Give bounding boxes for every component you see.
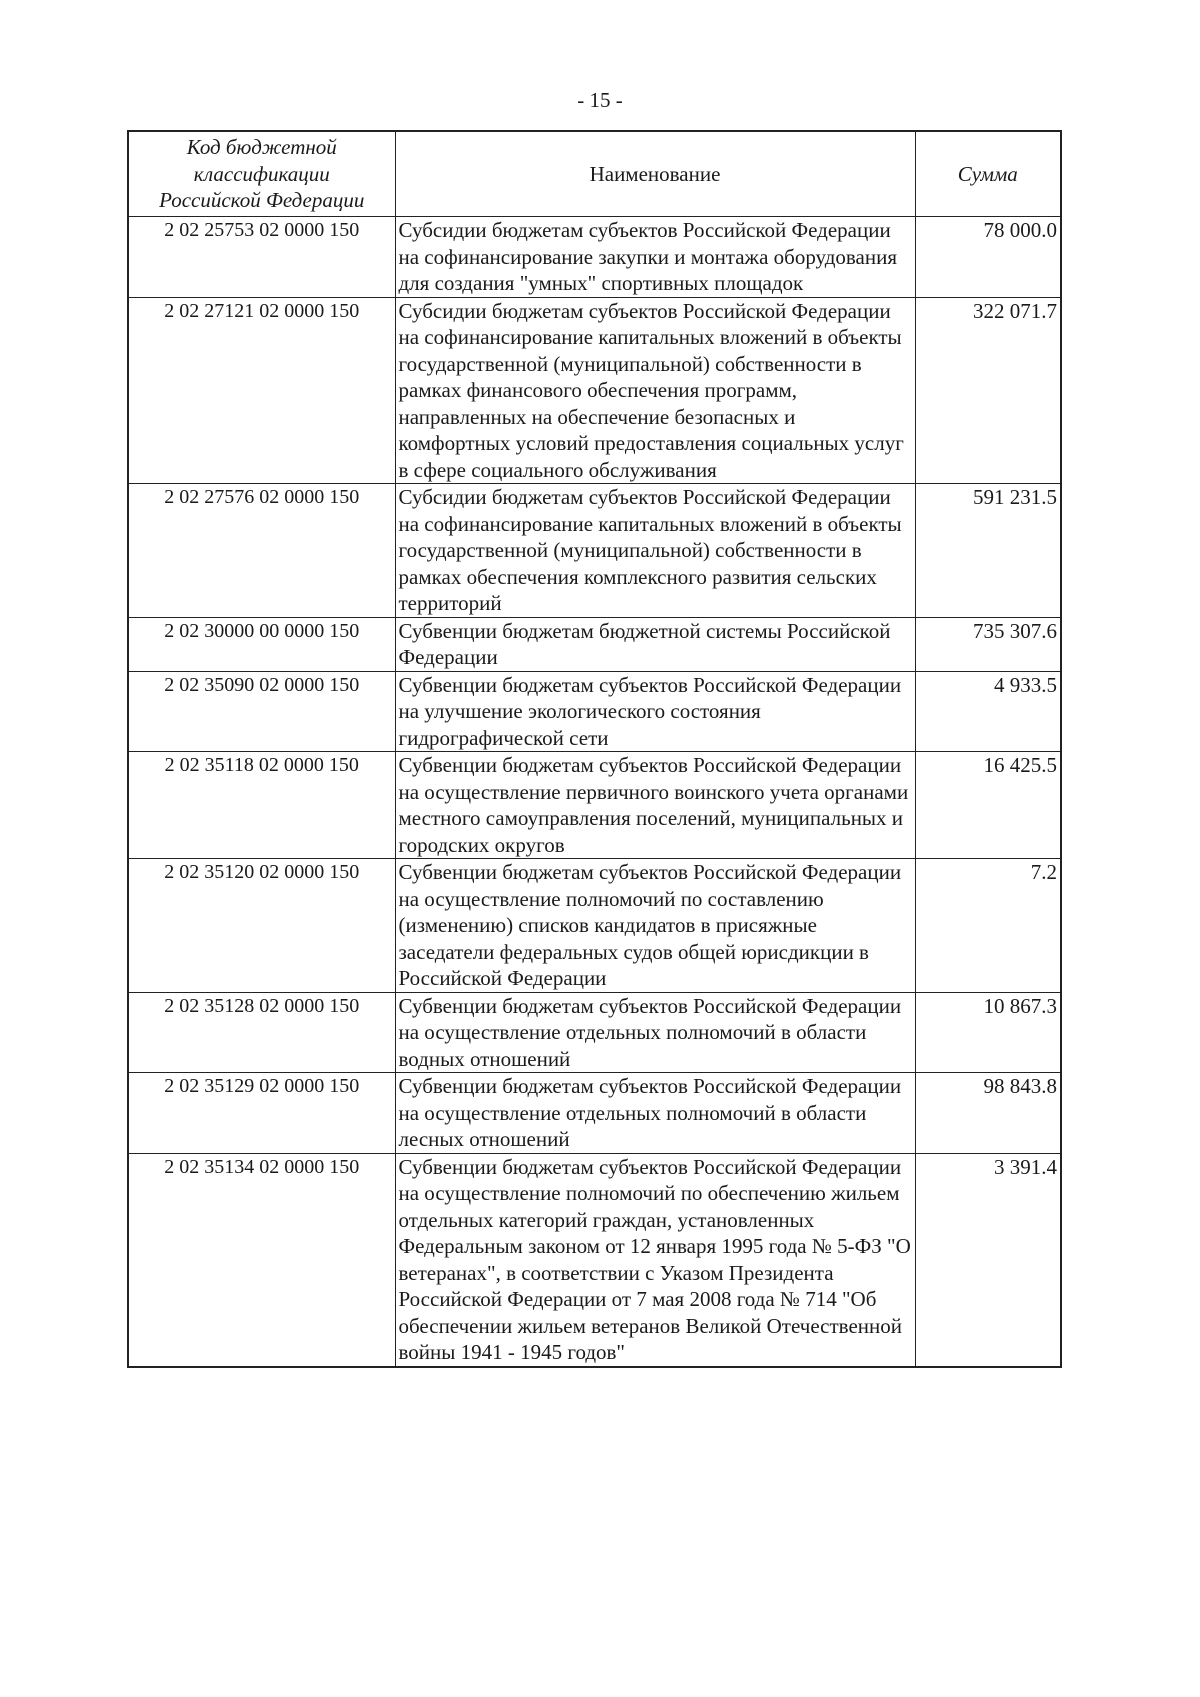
row-sum: 735 307.6 xyxy=(915,617,1061,671)
row-sum: 7.2 xyxy=(915,859,1061,993)
row-name: Субвенции бюджетам субъектов Российской Федерации на осуществление полномочий по составлению (изменению) списков кандидатов в присяжные заседатели федеральных судов общей юрисдикции в Российской Федерации xyxy=(395,859,915,993)
table-row xyxy=(128,1153,1061,1367)
row-sum: 10 867.3 xyxy=(915,992,1061,1073)
header-code-line: Российской Федерации xyxy=(159,188,365,213)
row-name: Субвенции бюджетам субъектов Российской Федерации на осуществление полномочий по обеспечению жильем отдельных категорий граждан, установленных Федеральным законом от 12 января 1995 года № 5-ФЗ "О ветеранах", в соответствии с Указом Президента Российской Федерации от 7 мая 2008 года № 714 "Об обеспечении жильем ветеранов Великой Отечественной войны 1941 - 1945 годов" xyxy=(395,1153,915,1367)
table-row xyxy=(128,859,1061,993)
row-name: Субвенции бюджетам субъектов Российской Федерации на осуществление отдельных полномочий в области водных отношений xyxy=(395,992,915,1073)
table-row xyxy=(128,297,1061,484)
row-code: 2 02 35129 02 0000 150 xyxy=(128,1073,395,1154)
row-sum: 322 071.7 xyxy=(915,297,1061,484)
header-sum: Сумма xyxy=(915,131,1061,217)
row-code: 2 02 35134 02 0000 150 xyxy=(128,1153,395,1367)
row-sum: 16 425.5 xyxy=(915,752,1061,859)
table-row xyxy=(128,617,1061,671)
row-name: Субвенции бюджетам субъектов Российской Федерации на осуществление первичного воинского учета органами местного самоуправления поселений, муниципальных и городских округов xyxy=(395,752,915,859)
row-code: 2 02 35090 02 0000 150 xyxy=(128,671,395,752)
table-row xyxy=(128,992,1061,1073)
row-code: 2 02 27576 02 0000 150 xyxy=(128,484,395,618)
row-name: Субсидии бюджетам субъектов Российской Федерации на софинансирование капитальных вложений в объекты государственной (муниципальной) собственности в рамках обеспечения комплексного развития сельских территорий xyxy=(395,484,915,618)
row-code: 2 02 30000 00 0000 150 xyxy=(128,617,395,671)
row-name: Субвенции бюджетам субъектов Российской Федерации на осуществление отдельных полномочий в области лесных отношений xyxy=(395,1073,915,1154)
header-code xyxy=(128,131,395,217)
table-row xyxy=(128,217,1061,298)
row-code: 2 02 25753 02 0000 150 xyxy=(128,217,395,298)
header-name: Наименование xyxy=(395,131,915,217)
row-name: Субвенции бюджетам субъектов Российской Федерации на улучшение экологического состояния гидрографической сети xyxy=(395,671,915,752)
row-sum: 78 000.0 xyxy=(915,217,1061,298)
row-name: Субсидии бюджетам субъектов Российской Федерации на софинансирование капитальных вложений в объекты государственной (муниципальной) собственности в рамках финансового обеспечения программ, направленных на обеспечение безопасных и комфортных условий предоставления социальных услуг в сфере социального обслуживания xyxy=(395,297,915,484)
table-row xyxy=(128,484,1061,618)
table-row xyxy=(128,671,1061,752)
row-name: Субсидии бюджетам субъектов Российской Федерации на софинансирование закупки и монтажа оборудования для создания "умных" спортивных площадок xyxy=(395,217,915,298)
row-code: 2 02 35120 02 0000 150 xyxy=(128,859,395,993)
header-code-line: классификации xyxy=(193,161,330,186)
row-code: 2 02 27121 02 0000 150 xyxy=(128,297,395,484)
table-row xyxy=(128,1073,1061,1154)
row-code: 2 02 35128 02 0000 150 xyxy=(128,992,395,1073)
row-name: Субвенции бюджетам бюджетной системы Российской Федерации xyxy=(395,617,915,671)
row-sum: 98 843.8 xyxy=(915,1073,1061,1154)
row-sum: 3 391.4 xyxy=(915,1153,1061,1367)
row-sum: 591 231.5 xyxy=(915,484,1061,618)
table-row xyxy=(128,752,1061,859)
row-code: 2 02 35118 02 0000 150 xyxy=(128,752,395,859)
header-code-line: Код бюджетной xyxy=(186,135,337,160)
row-sum: 4 933.5 xyxy=(915,671,1061,752)
budget-table xyxy=(127,130,1062,1368)
table-header-row xyxy=(128,131,1061,217)
page-number: - 15 - xyxy=(577,88,623,112)
